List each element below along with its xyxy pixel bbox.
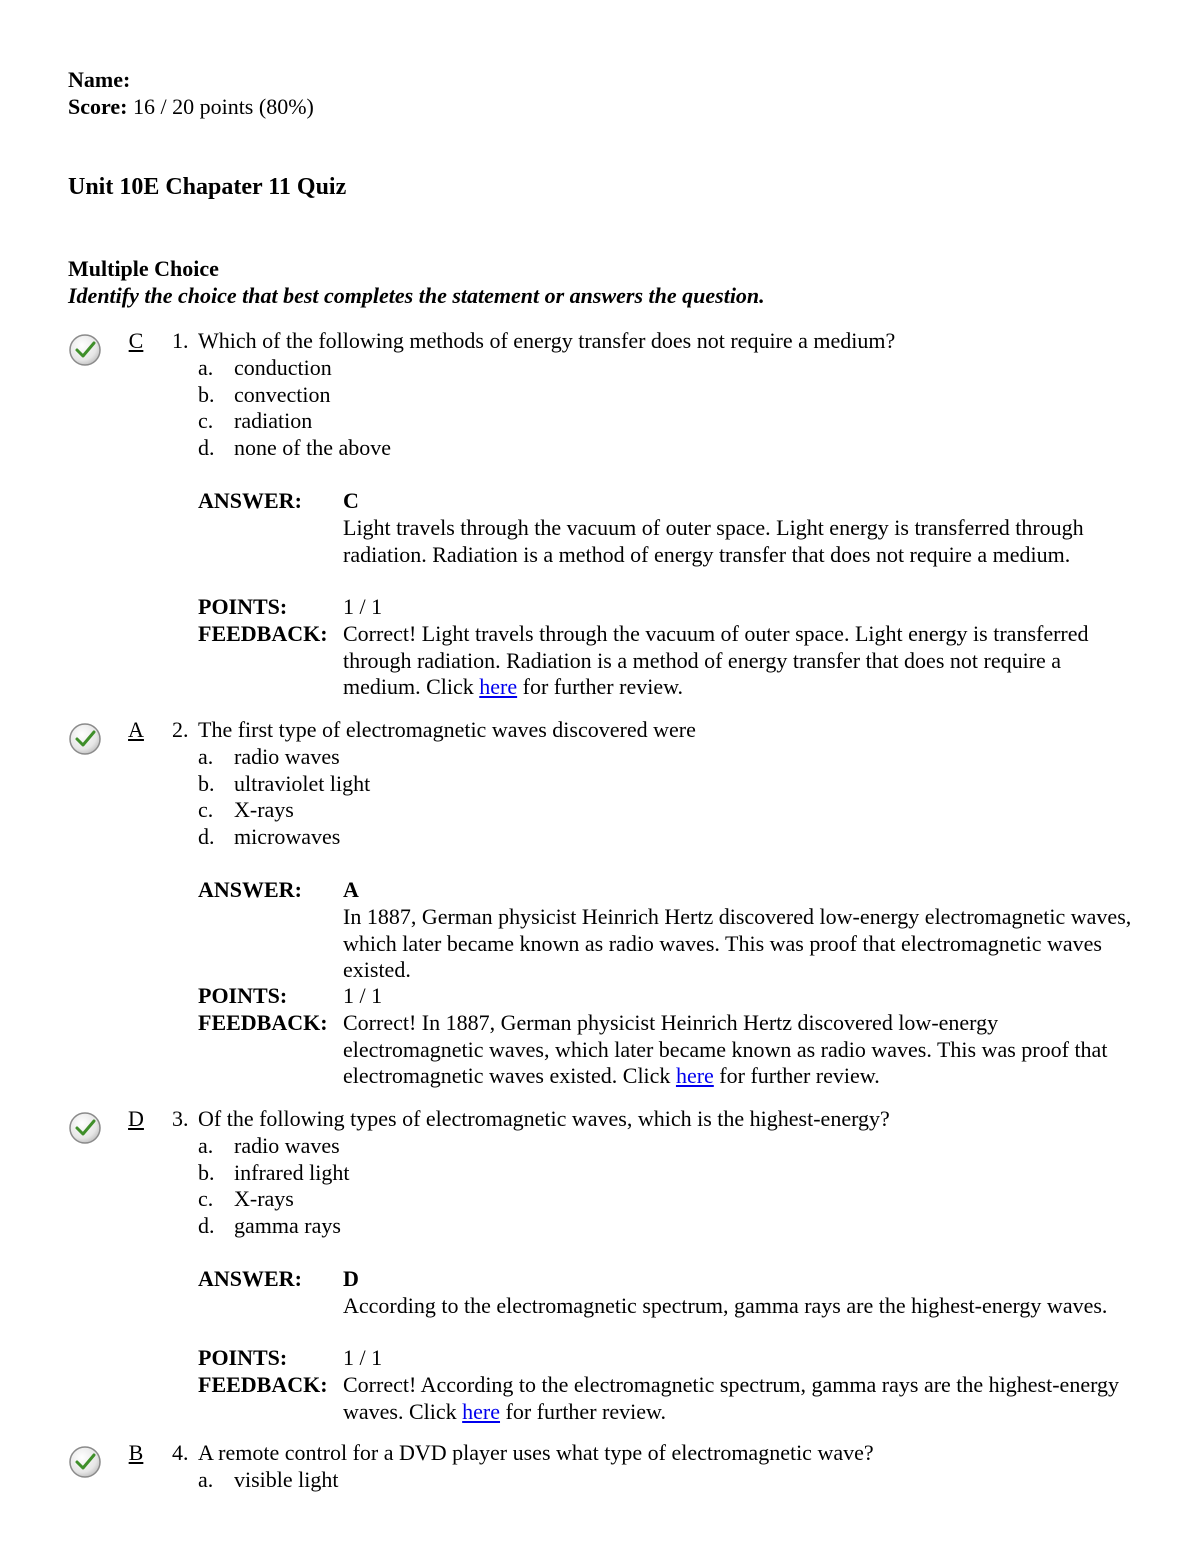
option-b [198, 1160, 349, 1187]
option-d [198, 824, 340, 851]
option-a [198, 744, 340, 771]
name-label: Name: [68, 67, 131, 92]
student-response: B [128, 1440, 144, 1465]
question-stem: Of the following types of electromagnetic waves, which is the highest-energy? [198, 1106, 890, 1131]
option-letter: c. [198, 1186, 214, 1211]
feedback-body: Correct! Light travels through the vacuum of outer space. Light energy is transferred through radiation. Radiation is a method of energy transfer that does not require a medium. Click [343, 621, 1089, 699]
option-letter: b. [198, 771, 215, 796]
points-value: 1 / 1 [343, 1345, 383, 1370]
feedback-suffix: for further review. [500, 1398, 666, 1424]
correct-check-icon [68, 1111, 102, 1145]
option-letter: a. [198, 1133, 214, 1158]
correct-check-icon [68, 1445, 102, 1479]
feedback-label: FEEDBACK: [198, 1010, 328, 1035]
answer-label: ANSWER: [198, 488, 302, 513]
feedback-suffix: for further review. [713, 1063, 880, 1088]
option-text: ultraviolet light [234, 771, 371, 796]
option-letter: b. [198, 1160, 215, 1185]
student-response: A [128, 717, 144, 742]
points-label: POINTS: [198, 983, 288, 1008]
points-value: 1 / 1 [343, 983, 383, 1008]
option-text: microwaves [234, 824, 341, 849]
question-stem: Which of the following methods of energy transfer does not require a medium? [198, 328, 896, 353]
feedback-suffix: for further review. [517, 674, 684, 699]
option-a [198, 355, 332, 382]
option-letter: c. [198, 408, 214, 433]
question-number: 1. [172, 328, 189, 353]
option-text: gamma rays [234, 1213, 341, 1238]
section-instructions: Identify the choice that best completes the statement or answers the question. [68, 283, 765, 308]
option-letter: d. [198, 824, 215, 849]
option-letter: a. [198, 355, 214, 380]
name-line [68, 67, 130, 94]
feedback-label: FEEDBACK: [198, 1372, 328, 1397]
review-link[interactable]: here [675, 1063, 714, 1088]
answer-explanation: In 1887, German physicist Heinrich Hertz discovered low-energy electromagnetic waves, which later became known as radio waves. This was proof that electromagnetic waves existed. [343, 904, 1132, 982]
question-stem: The first type of electromagnetic waves discovered were [198, 717, 696, 742]
correct-check-icon [68, 722, 102, 756]
option-text: radio waves [234, 1133, 340, 1158]
feedback-text [343, 621, 1138, 701]
question-stem: A remote control for a DVD player uses what type of electromagnetic wave? [198, 1440, 874, 1465]
option-letter: d. [198, 1213, 215, 1238]
option-b [198, 771, 370, 798]
option-text: infrared light [234, 1160, 350, 1185]
option-letter: b. [198, 382, 215, 407]
feedback-text [343, 1372, 1138, 1425]
option-text: conduction [234, 355, 332, 380]
points-label: POINTS: [198, 1345, 288, 1370]
option-d [198, 1213, 341, 1240]
answer-label: ANSWER: [198, 1266, 302, 1291]
answer-label: ANSWER: [198, 877, 302, 902]
option-text: X-rays [234, 797, 294, 822]
option-text: visible light [234, 1467, 339, 1492]
answer-value: C [343, 488, 359, 513]
student-response: C [128, 328, 144, 353]
feedback-text [343, 1010, 1138, 1090]
option-d [198, 435, 391, 462]
feedback-body: Correct! In 1887, German physicist Heinrich Hertz discovered low-energy electromagnetic waves, which later became known as radio waves. This was proof that electromagnetic waves existed. Click [343, 1010, 1108, 1088]
answer-value: A [343, 877, 359, 902]
option-text: radio waves [234, 744, 340, 769]
points-label: POINTS: [198, 594, 288, 619]
answer-value: D [343, 1266, 359, 1291]
option-c [198, 797, 294, 824]
points-value: 1 / 1 [343, 594, 383, 619]
score-label: Score: [68, 94, 128, 119]
student-response: D [128, 1106, 144, 1131]
score-line [68, 94, 314, 121]
feedback-body: Correct! According to the electromagnetic spectrum, gamma rays are the highest-energy waves. Click [343, 1372, 1120, 1424]
option-letter: d. [198, 435, 215, 460]
quiz-title: Unit 10E Chapater 11 Quiz [68, 174, 347, 200]
option-b [198, 382, 331, 409]
feedback-label: FEEDBACK: [198, 621, 328, 646]
review-link[interactable]: here [462, 1398, 501, 1424]
answer-explanation: According to the electromagnetic spectrum, gamma rays are the highest-energy waves. [343, 1293, 1108, 1318]
answer-explanation: Light travels through the vacuum of outer space. Light energy is transferred through radiation. Radiation is a method of energy transfer that does not require a medium. [343, 515, 1084, 567]
option-letter: c. [198, 797, 214, 822]
section-title: Multiple Choice [68, 256, 219, 281]
option-text: none of the above [234, 435, 391, 460]
option-letter: a. [198, 744, 214, 769]
review-link[interactable]: here [479, 674, 518, 699]
option-a [198, 1133, 340, 1160]
option-text: radiation [234, 408, 313, 433]
option-c [198, 408, 312, 435]
score-value: 16 / 20 points (80%) [132, 94, 314, 119]
option-text: convection [234, 382, 331, 407]
question-number: 2. [172, 717, 189, 742]
question-number: 4. [172, 1440, 189, 1465]
option-c [198, 1186, 294, 1213]
option-a [198, 1467, 339, 1494]
option-text: X-rays [234, 1186, 294, 1211]
correct-check-icon [68, 333, 102, 367]
option-letter: a. [198, 1467, 214, 1492]
question-number: 3. [172, 1106, 189, 1131]
